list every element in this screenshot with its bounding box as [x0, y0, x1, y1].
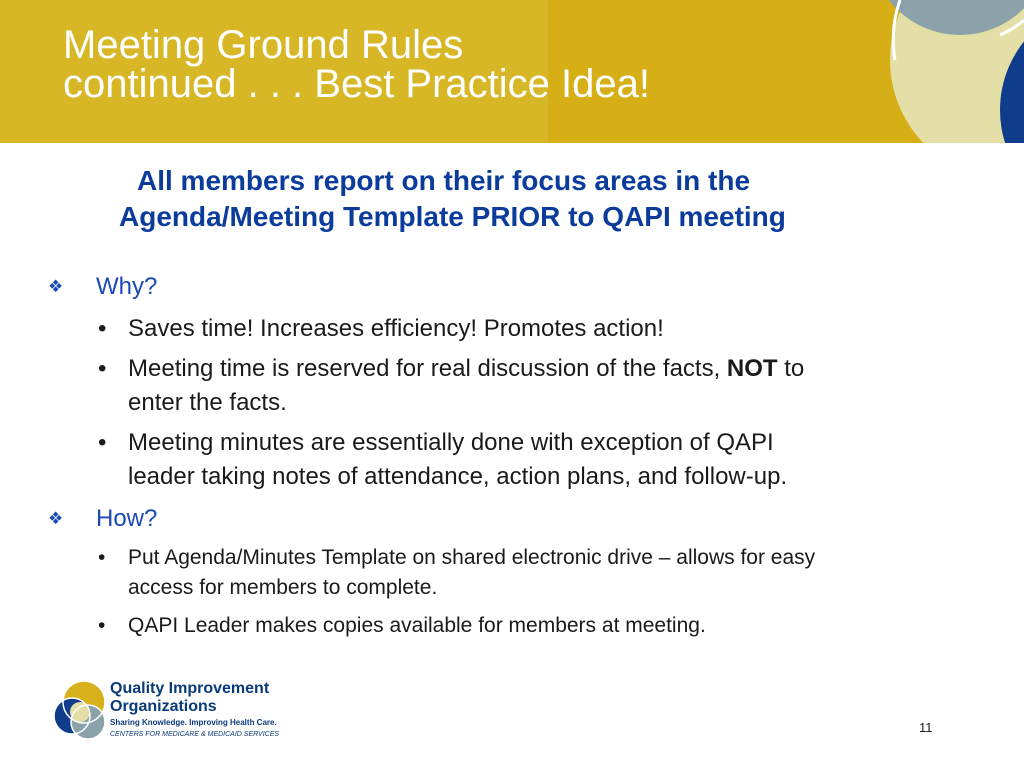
- title-line-1: Meeting Ground Rules: [63, 23, 464, 67]
- bullet-dot: •: [98, 614, 106, 637]
- logo-name: Quality Improvement Organizations: [110, 680, 270, 715]
- logo-tagline: Sharing Knowledge. Improving Health Care.: [110, 718, 277, 727]
- page-title: [63, 23, 650, 106]
- qio-logo: [52, 678, 312, 748]
- section-how-heading: ❖ How?: [48, 505, 158, 532]
- diamond-bullet-icon: ❖: [48, 509, 64, 528]
- section-why-heading: ❖ Why?: [48, 273, 158, 300]
- logo-agency: CENTERS FOR MEDICARE & MEDICAID SERVICES: [110, 731, 280, 738]
- subtitle-line-2: Agenda/Meeting Template PRIOR to QAPI meeting: [119, 201, 786, 232]
- diamond-bullet-icon: ❖: [48, 277, 64, 296]
- bold-not: NOT: [726, 355, 778, 382]
- slide-header: [0, 0, 1024, 143]
- bullet-dot: •: [98, 546, 106, 569]
- slide-subtitle: [100, 163, 960, 235]
- bullet-dot: •: [98, 315, 107, 342]
- page-number: 11: [919, 720, 933, 735]
- bullet-dot: •: [98, 355, 107, 382]
- qio-logo-icon: [52, 680, 108, 742]
- title-line-2: continued . . . Best Practice Idea!: [63, 62, 650, 106]
- bullet-dot: •: [98, 429, 107, 456]
- subtitle-line-1: All members report on their focus areas in the: [137, 165, 751, 196]
